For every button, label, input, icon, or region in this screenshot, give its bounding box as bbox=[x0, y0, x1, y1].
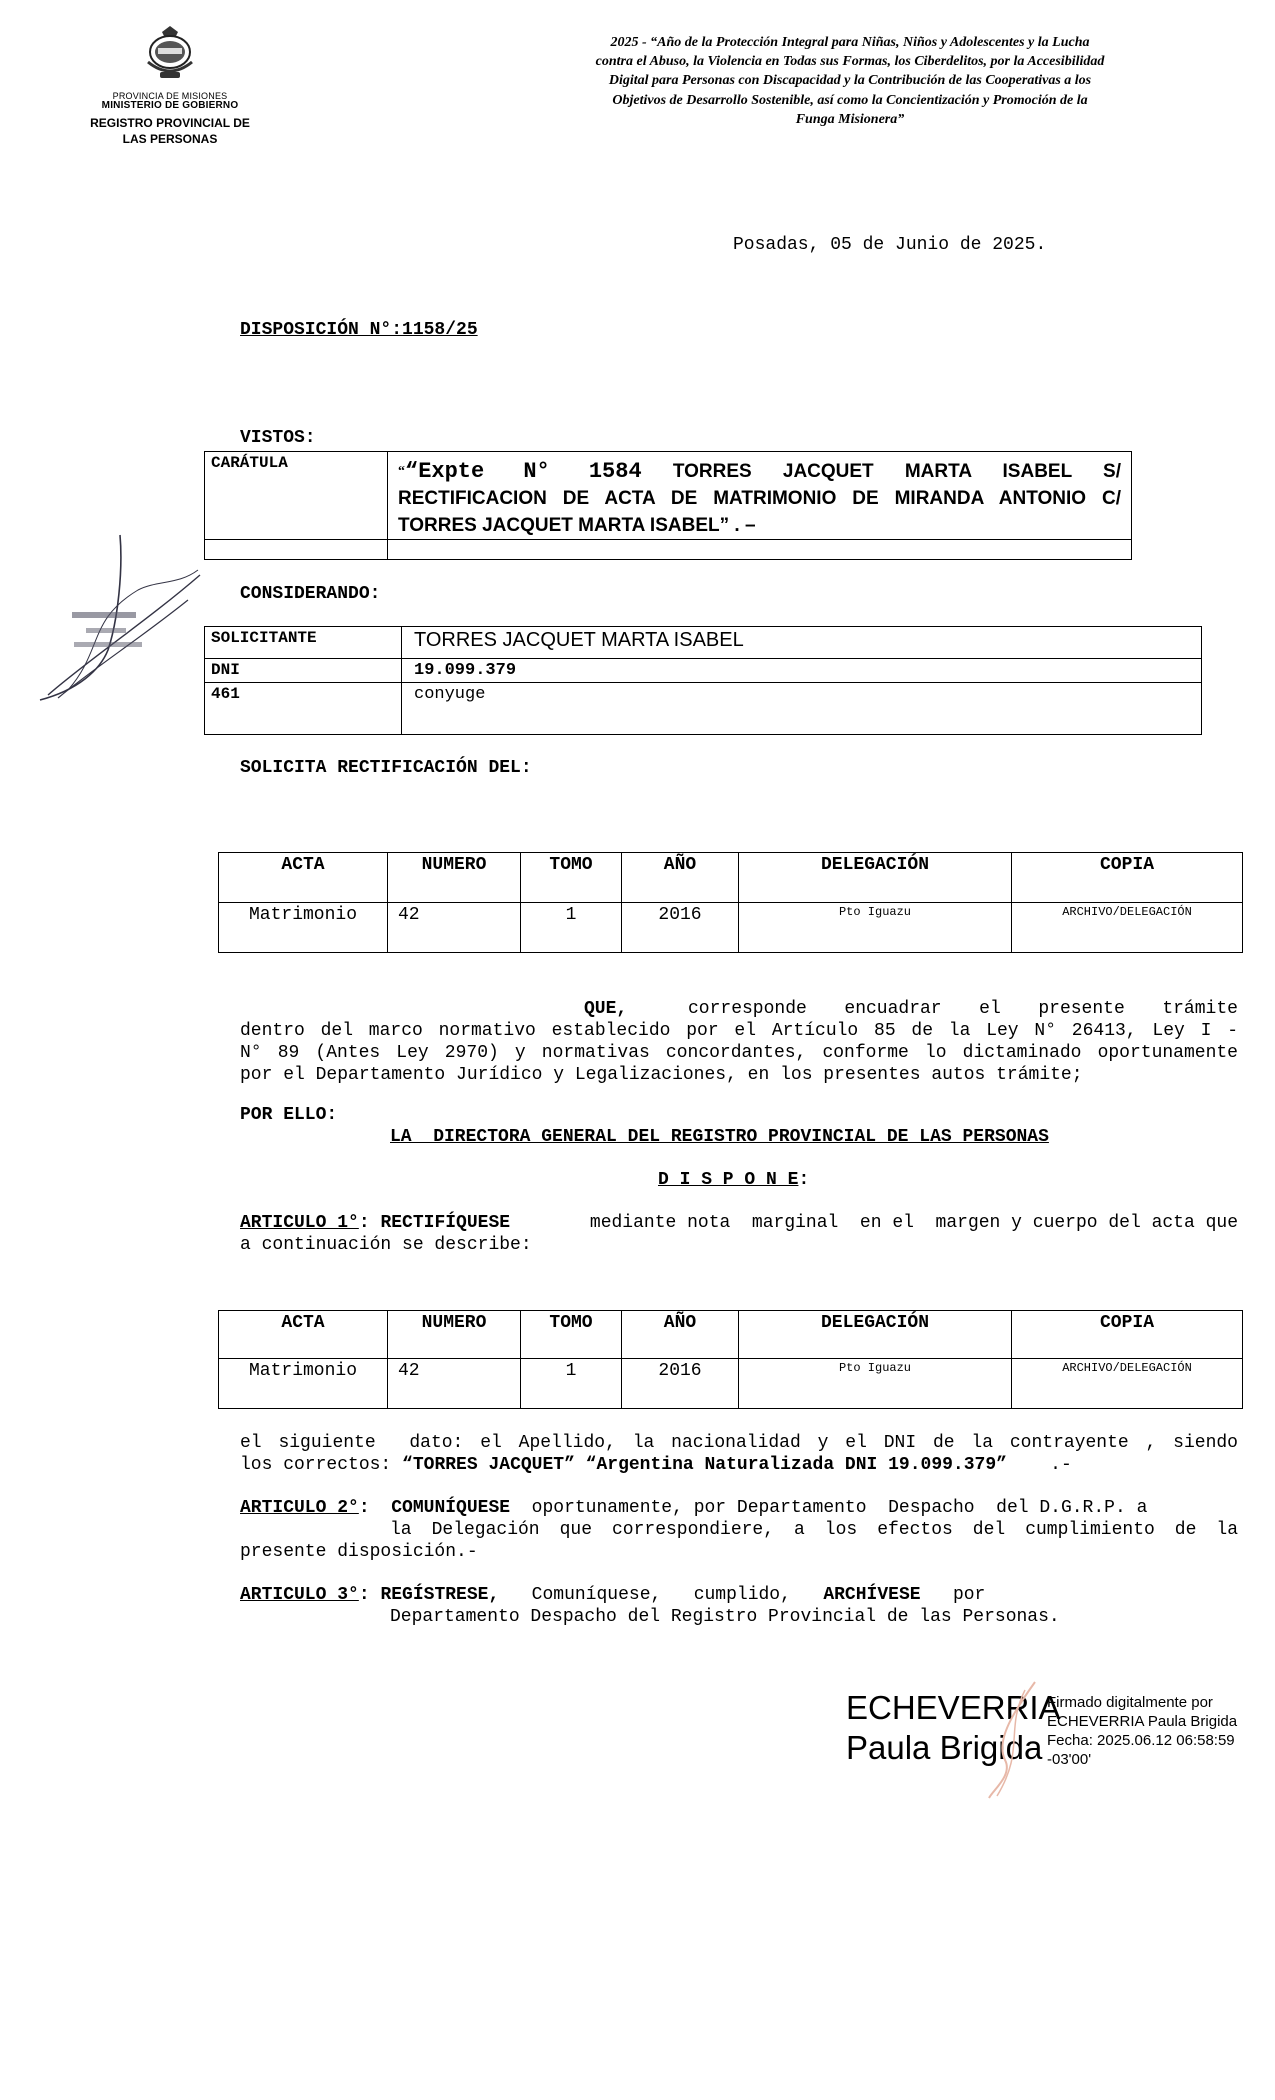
relation-value: conyuge bbox=[402, 683, 1202, 735]
cell-delegacion: Pto Iguazu bbox=[739, 903, 1012, 953]
header-delegacion: DELEGACIÓN bbox=[739, 1311, 1012, 1359]
header-numero: NUMERO bbox=[388, 853, 521, 903]
cell-acta: Matrimonio bbox=[219, 903, 388, 953]
disposition-number: DISPOSICIÓN N°:1158/25 bbox=[240, 320, 478, 340]
por-ello-label: POR ELLO: bbox=[240, 1105, 338, 1125]
header-acta: ACTA bbox=[219, 853, 388, 903]
articulo-3: ARTICULO 3°: REGÍSTRESE, Comuníquese, cumplido, ARCHÍVESE por Departamento Despacho del Registro Provincial de las Personas. bbox=[240, 1585, 1060, 1627]
considerando-label: CONSIDERANDO: bbox=[240, 584, 381, 604]
ministry-label: MINISTERIO DE GOBIERNO bbox=[101, 100, 239, 111]
header-motto: 2025 - “Año de la Protección Integral para Niñas, Niños y Adolescentes y la Lucha contra el Abuso, la Violencia en Todas sus Formas, los Ciberdelitos, por la Accesibilidad Digital para Personas con Discapacidad y la Contribución de las Cooperativas a los Objetivos de Desarrollo Sostenible, así como la Concientización y Promoción de la Funga Misionera” bbox=[595, 35, 1105, 127]
dni-label: DNI bbox=[205, 659, 402, 683]
digital-signature-meta: Firmado digitalmente por ECHEVERRIA Paula Brigida Fecha: 2025.06.12 06:58:59 -03'00' bbox=[1047, 1694, 1238, 1768]
vistos-label: VISTOS: bbox=[240, 428, 316, 448]
header-anio: AÑO bbox=[622, 853, 739, 903]
header-copia: COPIA bbox=[1012, 1311, 1243, 1359]
dni-value: 19.099.379 bbox=[402, 659, 1202, 683]
directora-heading: LA DIRECTORA GENERAL DEL REGISTRO PROVINCIAL DE LAS PERSONAS bbox=[390, 1127, 1049, 1147]
cell-anio: 2016 bbox=[622, 903, 739, 953]
solicitante-label: SOLICITANTE bbox=[205, 627, 402, 659]
acta-table-rectify bbox=[218, 1310, 1243, 1409]
que-paragraph: QUE, corresponde encuadrar el presente trámite dentro del marco normativo establecido por el Artículo 85 de la Ley N° 26413, Ley I - N° 89 (Antes Ley 2970) y normativas concordantes, conforme lo dictaminado oportunamente por el Departamento Jurídico y Legalizaciones, en los presentes autos trámite; bbox=[240, 999, 1238, 1085]
header-copia: COPIA bbox=[1012, 853, 1243, 903]
header-acta: ACTA bbox=[219, 1311, 388, 1359]
header-tomo: TOMO bbox=[521, 853, 622, 903]
header-numero: NUMERO bbox=[388, 1311, 521, 1359]
header-logo-block bbox=[60, 22, 280, 147]
solicitante-table bbox=[204, 626, 1202, 735]
cell-anio: 2016 bbox=[622, 1359, 739, 1409]
registry-label: REGISTRO PROVINCIAL DE LAS PERSONAS bbox=[90, 116, 250, 146]
cell-tomo: 1 bbox=[521, 903, 622, 953]
cell-copia: ARCHIVO/DELEGACIÓN bbox=[1012, 903, 1243, 953]
caratula-value: ““Expte N° 1584 TORRES JACQUET MARTA ISABEL S/ RECTIFICACION DE ACTA DE MATRIMONIO DE MIRANDA ANTONIO C/ TORRES JACQUET MARTA ISABEL” . – bbox=[388, 452, 1132, 540]
solicita-label: SOLICITA RECTIFICACIÓN DEL: bbox=[240, 758, 532, 778]
signature-flourish bbox=[985, 1680, 1045, 1800]
articulo-2: ARTICULO 2°: COMUNÍQUESE oportunamente, por Departamento Despacho del D.G.R.P. a la Delegación que correspondiere, a los efectos del cumplimiento de la presente disposición.- bbox=[240, 1498, 1238, 1562]
articulo-1: ARTICULO 1°: RECTIFÍQUESE mediante nota marginal en el margen y cuerpo del acta que a continuación se describe: bbox=[240, 1213, 1238, 1255]
cell-copia: ARCHIVO/DELEGACIÓN bbox=[1012, 1359, 1243, 1409]
cell-numero: 42 bbox=[388, 1359, 521, 1409]
caratula-table bbox=[204, 451, 1132, 560]
cell-tomo: 1 bbox=[521, 1359, 622, 1409]
cell-numero: 42 bbox=[388, 903, 521, 953]
handwritten-signature-stamp bbox=[28, 530, 208, 705]
header-tomo: TOMO bbox=[521, 1311, 622, 1359]
header-anio: AÑO bbox=[622, 1311, 739, 1359]
header-delegacion: DELEGACIÓN bbox=[739, 853, 1012, 903]
cell-acta: Matrimonio bbox=[219, 1359, 388, 1409]
acta-table-request bbox=[218, 852, 1243, 953]
digital-signature-name: ECHEVERRIA Paula Brigida bbox=[846, 1689, 1061, 1766]
coat-of-arms-icon bbox=[138, 22, 202, 86]
solicitante-value: TORRES JACQUET MARTA ISABEL bbox=[402, 627, 1202, 659]
dispone-heading: D I S P O N E: bbox=[658, 1170, 810, 1190]
relation-code: 461 bbox=[205, 683, 402, 735]
province-label: PROVINCIA DE MISIONES bbox=[112, 91, 228, 101]
cell-delegacion: Pto Iguazu bbox=[739, 1359, 1012, 1409]
caratula-label: CARÁTULA bbox=[205, 452, 388, 540]
date-line: Posadas, 05 de Junio de 2025. bbox=[733, 235, 1047, 255]
dato-paragraph: el siguiente dato: el Apellido, la nacionalidad y el DNI de la contrayente , siendo los correctos: “TORRES JACQUET” “Argentina Naturalizada DNI 19.099.379” .- bbox=[240, 1433, 1238, 1475]
